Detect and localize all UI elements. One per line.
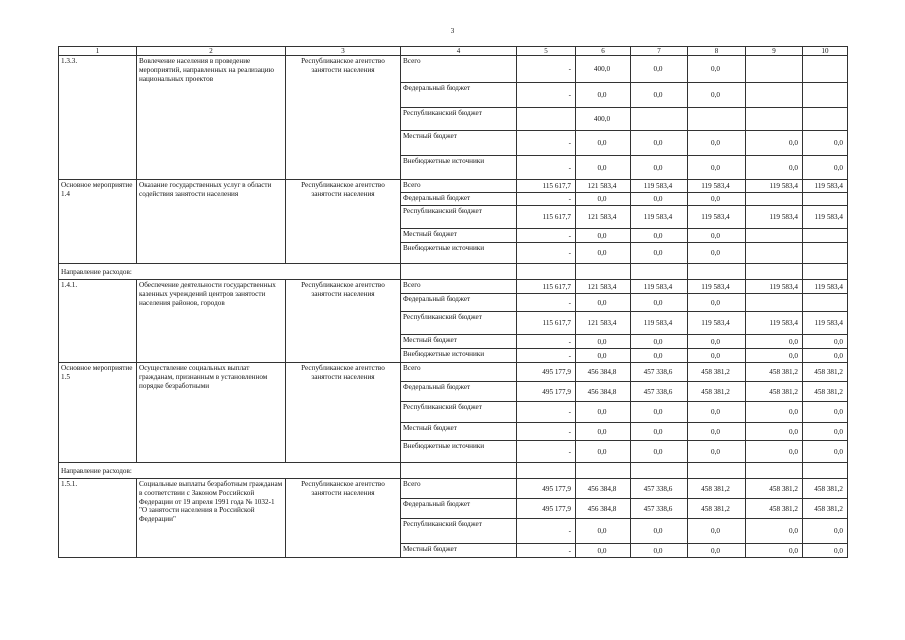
value-cell: 0,0 (688, 294, 746, 312)
value-cell: 115 617,7 (517, 312, 576, 335)
value-cell: - (517, 131, 576, 156)
value-cell: 0,0 (576, 519, 631, 544)
value-cell: 0,0 (631, 229, 688, 243)
value-cell: 119 583,4 (746, 206, 803, 229)
funding-source: Федеральный бюджет (401, 382, 517, 402)
item-code: Основное мероприятие 1.5 (59, 363, 137, 463)
funding-source: Федеральный бюджет (401, 193, 517, 206)
value-cell: 0,0 (803, 156, 848, 180)
empty-cell (631, 264, 688, 280)
value-cell: 456 384,8 (576, 382, 631, 402)
value-cell: 0,0 (746, 335, 803, 349)
value-cell: 0,0 (688, 402, 746, 423)
value-cell: 456 384,8 (576, 479, 631, 499)
value-cell: 0,0 (803, 544, 848, 558)
value-cell: 0,0 (631, 423, 688, 441)
value-cell: - (517, 193, 576, 206)
item-code: 1.5.1. (59, 479, 137, 558)
funding-source: Всего (401, 280, 517, 294)
item-name: Оказание государственных услуг в области содействия занятости населения (137, 180, 286, 264)
value-cell: 0,0 (746, 519, 803, 544)
funding-source: Всего (401, 56, 517, 83)
table-row (59, 280, 848, 294)
item-agency: Республиканское агентство занятости населения (286, 180, 401, 264)
value-cell (746, 229, 803, 243)
page-number: 3 (450, 27, 455, 35)
value-cell (803, 229, 848, 243)
empty-cell (576, 463, 631, 479)
value-cell: 0,0 (631, 83, 688, 108)
value-cell: 0,0 (576, 349, 631, 363)
value-cell: 495 177,9 (517, 382, 576, 402)
value-cell: 0,0 (688, 83, 746, 108)
empty-cell (517, 463, 576, 479)
item-code: Основное мероприятие 1.4 (59, 180, 137, 264)
value-cell: 0,0 (631, 544, 688, 558)
column-header: 9 (746, 47, 803, 56)
funding-source: Местный бюджет (401, 335, 517, 349)
funding-source: Внебюджетные источники (401, 349, 517, 363)
value-cell (688, 108, 746, 131)
value-cell: 457 338,6 (631, 479, 688, 499)
value-cell: - (517, 56, 576, 83)
funding-source: Республиканский бюджет (401, 402, 517, 423)
value-cell (746, 56, 803, 83)
value-cell: 0,0 (576, 229, 631, 243)
value-cell: 0,0 (576, 423, 631, 441)
column-header: 8 (688, 47, 746, 56)
value-cell: 0,0 (746, 402, 803, 423)
value-cell: 0,0 (688, 243, 746, 264)
value-cell: 0,0 (631, 131, 688, 156)
value-cell: - (517, 349, 576, 363)
item-agency: Республиканское агентство занятости населения (286, 56, 401, 180)
value-cell: 119 583,4 (688, 206, 746, 229)
value-cell: 0,0 (688, 349, 746, 363)
value-cell: 495 177,9 (517, 363, 576, 382)
item-code: 1.4.1. (59, 280, 137, 363)
column-header: 2 (137, 47, 286, 56)
value-cell (746, 243, 803, 264)
value-cell: 0,0 (576, 193, 631, 206)
table-row (59, 56, 848, 83)
value-cell: 0,0 (746, 131, 803, 156)
value-cell: 0,0 (803, 402, 848, 423)
item-agency: Республиканское агентство занятости населения (286, 479, 401, 558)
column-header: 4 (401, 47, 517, 56)
column-header: 3 (286, 47, 401, 56)
value-cell (746, 108, 803, 131)
value-cell: 0,0 (688, 193, 746, 206)
empty-cell (803, 264, 848, 280)
column-header: 10 (803, 47, 848, 56)
value-cell: 119 583,4 (631, 180, 688, 193)
value-cell: - (517, 402, 576, 423)
value-cell: 456 384,8 (576, 499, 631, 519)
empty-cell (688, 264, 746, 280)
value-cell: 119 583,4 (688, 312, 746, 335)
section-row (59, 264, 848, 280)
value-cell: - (517, 156, 576, 180)
funding-source: Внебюджетные источники (401, 441, 517, 463)
empty-cell (631, 463, 688, 479)
column-header: 5 (517, 47, 576, 56)
funding-source: Внебюджетные источники (401, 243, 517, 264)
value-cell: 0,0 (688, 423, 746, 441)
column-header: 7 (631, 47, 688, 56)
value-cell: 0,0 (746, 156, 803, 180)
value-cell: 119 583,4 (746, 180, 803, 193)
value-cell: 119 583,4 (803, 180, 848, 193)
funding-source: Республиканский бюджет (401, 519, 517, 544)
value-cell (803, 83, 848, 108)
value-cell (803, 193, 848, 206)
value-cell: - (517, 243, 576, 264)
value-cell: 458 381,2 (746, 479, 803, 499)
empty-cell (517, 264, 576, 280)
value-cell: 457 338,6 (631, 363, 688, 382)
funding-source: Местный бюджет (401, 423, 517, 441)
value-cell (803, 56, 848, 83)
section-label: Направление расходов: (59, 264, 401, 280)
item-agency: Республиканское агентство занятости населения (286, 280, 401, 363)
value-cell: 0,0 (746, 423, 803, 441)
funding-source: Местный бюджет (401, 229, 517, 243)
item-name: Обеспечение деятельности государственных казенных учреждений центров занятости населения районов, городов (137, 280, 286, 363)
value-cell: 0,0 (803, 131, 848, 156)
value-cell (746, 193, 803, 206)
value-cell: 0,0 (631, 56, 688, 83)
column-header: 1 (59, 47, 137, 56)
value-cell: 119 583,4 (688, 180, 746, 193)
value-cell: 458 381,2 (688, 382, 746, 402)
value-cell: 121 583,4 (576, 312, 631, 335)
value-cell (746, 83, 803, 108)
value-cell (517, 108, 576, 131)
value-cell: - (517, 519, 576, 544)
value-cell: 0,0 (576, 156, 631, 180)
funding-source: Всего (401, 479, 517, 499)
value-cell: 458 381,2 (803, 363, 848, 382)
value-cell: 0,0 (631, 349, 688, 363)
value-cell: 0,0 (688, 335, 746, 349)
value-cell: 400,0 (576, 108, 631, 131)
value-cell: 458 381,2 (688, 499, 746, 519)
value-cell: 0,0 (803, 349, 848, 363)
value-cell: 115 617,7 (517, 280, 576, 294)
value-cell: - (517, 229, 576, 243)
funding-source: Республиканский бюджет (401, 108, 517, 131)
funding-source: Республиканский бюджет (401, 312, 517, 335)
value-cell: 457 338,6 (631, 499, 688, 519)
value-cell: - (517, 441, 576, 463)
value-cell: 119 583,4 (746, 312, 803, 335)
item-name: Социальные выплаты безработным гражданам в соответствии с Законом Российской Федерации от 19 апреля 1991 года № 1032-1 "О занятости населения в Российской Федерации" (137, 479, 286, 558)
value-cell: 0,0 (631, 335, 688, 349)
value-cell: 0,0 (631, 441, 688, 463)
value-cell: 115 617,7 (517, 206, 576, 229)
value-cell: 0,0 (688, 519, 746, 544)
value-cell: 0,0 (631, 294, 688, 312)
value-cell: 458 381,2 (688, 479, 746, 499)
value-cell: 0,0 (576, 335, 631, 349)
table-row (59, 180, 848, 193)
value-cell: 0,0 (803, 441, 848, 463)
value-cell: 121 583,4 (576, 280, 631, 294)
value-cell: 0,0 (631, 402, 688, 423)
empty-cell (746, 463, 803, 479)
value-cell: 400,0 (576, 56, 631, 83)
value-cell: 458 381,2 (746, 363, 803, 382)
funding-source: Республиканский бюджет (401, 206, 517, 229)
value-cell: 119 583,4 (803, 312, 848, 335)
value-cell: - (517, 423, 576, 441)
value-cell: 457 338,6 (631, 382, 688, 402)
budget-table (58, 46, 848, 558)
value-cell: 115 617,7 (517, 180, 576, 193)
value-cell: 121 583,4 (576, 180, 631, 193)
value-cell: - (517, 544, 576, 558)
value-cell: 119 583,4 (803, 206, 848, 229)
value-cell: - (517, 83, 576, 108)
value-cell: 119 583,4 (688, 280, 746, 294)
value-cell: 0,0 (688, 441, 746, 463)
value-cell: 458 381,2 (688, 363, 746, 382)
table-header (59, 47, 848, 56)
value-cell: 0,0 (688, 544, 746, 558)
value-cell (803, 243, 848, 264)
funding-source: Федеральный бюджет (401, 499, 517, 519)
empty-cell (688, 463, 746, 479)
value-cell: 458 381,2 (803, 382, 848, 402)
column-header: 6 (576, 47, 631, 56)
empty-cell (401, 264, 517, 280)
value-cell: 0,0 (746, 441, 803, 463)
value-cell: 458 381,2 (746, 499, 803, 519)
table-row (59, 479, 848, 499)
item-code: 1.3.3. (59, 56, 137, 180)
funding-source: Местный бюджет (401, 544, 517, 558)
funding-source: Федеральный бюджет (401, 294, 517, 312)
value-cell: 0,0 (746, 349, 803, 363)
value-cell: 0,0 (688, 229, 746, 243)
value-cell: 119 583,4 (631, 312, 688, 335)
table-row (59, 363, 848, 382)
value-cell: 0,0 (803, 519, 848, 544)
empty-cell (803, 463, 848, 479)
value-cell: 0,0 (576, 441, 631, 463)
empty-cell (576, 264, 631, 280)
value-cell: 0,0 (576, 83, 631, 108)
value-cell: 458 381,2 (803, 479, 848, 499)
value-cell: 0,0 (688, 156, 746, 180)
empty-cell (746, 264, 803, 280)
item-name: Вовлечение населения в проведение мероприятий, направленных на реализацию национальных проектов (137, 56, 286, 180)
value-cell (803, 108, 848, 131)
value-cell: - (517, 335, 576, 349)
value-cell: 121 583,4 (576, 206, 631, 229)
value-cell: 0,0 (576, 294, 631, 312)
empty-cell (401, 463, 517, 479)
item-name: Осуществление социальных выплат гражданам, признанным в установленном порядке безработными (137, 363, 286, 463)
value-cell: 0,0 (688, 131, 746, 156)
funding-source: Внебюджетные источники (401, 156, 517, 180)
value-cell: 119 583,4 (803, 280, 848, 294)
value-cell: 0,0 (631, 156, 688, 180)
value-cell: 0,0 (631, 519, 688, 544)
value-cell (803, 294, 848, 312)
value-cell (746, 294, 803, 312)
value-cell: 495 177,9 (517, 479, 576, 499)
item-agency: Республиканское агентство занятости населения (286, 363, 401, 463)
value-cell: 119 583,4 (631, 206, 688, 229)
funding-source: Всего (401, 363, 517, 382)
value-cell: 0,0 (746, 544, 803, 558)
funding-source: Всего (401, 180, 517, 193)
value-cell: 0,0 (576, 243, 631, 264)
value-cell: 458 381,2 (803, 499, 848, 519)
value-cell: 0,0 (803, 335, 848, 349)
value-cell: 0,0 (631, 193, 688, 206)
value-cell: 0,0 (688, 56, 746, 83)
value-cell: 0,0 (803, 423, 848, 441)
value-cell: 0,0 (576, 544, 631, 558)
value-cell: 458 381,2 (746, 382, 803, 402)
value-cell: 456 384,8 (576, 363, 631, 382)
section-row (59, 463, 848, 479)
value-cell: 495 177,9 (517, 499, 576, 519)
funding-source: Местный бюджет (401, 131, 517, 156)
value-cell: 0,0 (576, 402, 631, 423)
value-cell: - (517, 294, 576, 312)
value-cell: 119 583,4 (631, 280, 688, 294)
funding-source: Федеральный бюджет (401, 83, 517, 108)
value-cell: 0,0 (576, 131, 631, 156)
value-cell (631, 108, 688, 131)
value-cell: 119 583,4 (746, 280, 803, 294)
section-label: Направление расходов: (59, 463, 401, 479)
value-cell: 0,0 (631, 243, 688, 264)
